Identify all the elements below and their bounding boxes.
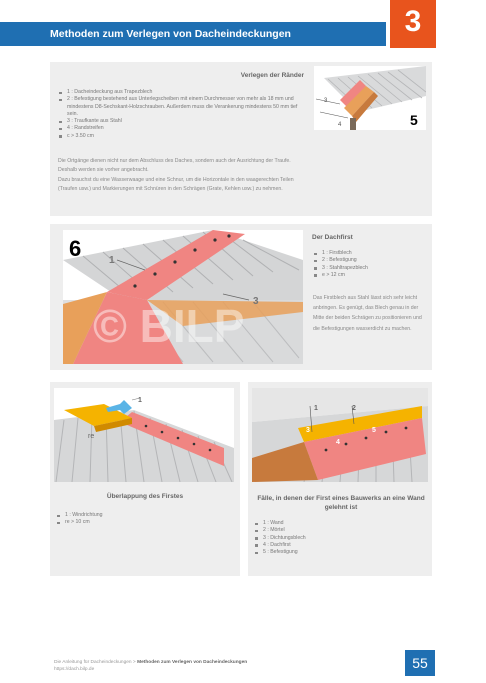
figure-label: 1	[109, 255, 115, 266]
page-number: 55	[405, 650, 435, 676]
figure-label: 3	[306, 427, 310, 434]
section-wall-list	[254, 520, 424, 556]
footer-chapter: Methoden zum Verlegen von Dacheindeckungen	[137, 660, 248, 665]
section-overlap-list	[56, 512, 226, 527]
list-item: 1 : Windrichtung	[56, 512, 226, 519]
figure-label: 5	[372, 427, 376, 434]
figure-ridge-overlap-illustration	[54, 388, 234, 482]
figure-6-ridge-illustration	[63, 230, 303, 364]
section-edges-title: Verlegen der Ränder	[240, 72, 304, 79]
figure-5-edge-illustration	[314, 66, 426, 130]
list-item: 2 : Mörtel	[254, 527, 424, 534]
list-item: 1 : Firstblech	[313, 250, 423, 257]
figure-label: re	[88, 433, 95, 440]
section-overlap-title: Überlappung des Firstes	[106, 493, 184, 500]
section-wall-title: Fälle, in denen der First eines Bauwerks an eine Wand gelehnt ist	[257, 495, 425, 511]
figure-5-number: 5	[410, 112, 418, 128]
list-item: 3 : Dichtungsblech	[254, 535, 424, 542]
figure-wall-ridge-illustration	[252, 388, 428, 482]
section-ridge-text: Das Firstblech aus Stahl lässt sich sehr leicht anbringen. Es genügt, das Blech genau in der Mitte der beiden Schrägen zu positionieren und die Befestigungen wasserdicht zu machen.	[313, 295, 422, 332]
footer-url-link[interactable]: https://dach.bilp.de	[54, 667, 95, 672]
footer-prefix: Die Anleitung für Dacheindeckungen >	[54, 660, 138, 665]
footer-breadcrumb	[54, 660, 247, 665]
paragraph: Die Ortgänge dienen nicht nur dem Abschluss des Daches, sondern auch der Ausrichtung der Traufe. Deshalb werden sie vorher angebracht.	[58, 158, 291, 174]
section-edges-list	[58, 89, 308, 140]
figure-label: 3	[324, 98, 328, 104]
list-item: 5 : Befestigung	[254, 549, 424, 556]
list-item: re > 10 cm	[56, 519, 226, 526]
list-item: 4 : Randstreifen	[58, 125, 308, 132]
figure-label: 2	[352, 405, 356, 412]
section-edges-text	[58, 157, 310, 195]
list-item: c > 3.50 cm	[58, 133, 308, 140]
chapter-number-badge: 3	[390, 0, 436, 48]
figure-label: 3	[253, 296, 259, 307]
list-item: 3 : Stahltrapezblech	[313, 265, 423, 272]
section-ridge-title: Der Dachfirst	[312, 234, 353, 241]
page-title: Methoden zum Verlegen von Dacheindeckungen	[50, 28, 291, 40]
figure-label: 1	[138, 397, 142, 404]
list-item: 1 : Dacheindeckung aus Trapezblech	[58, 89, 308, 96]
list-item: e > 12 cm	[313, 272, 423, 279]
list-item: 4 : Dachfirst	[254, 542, 424, 549]
list-item: 2 : Befestigung bestehend aus Unterlegscheiben mit einem Durchmesser von mehr als 18 mm und mindestens D8-Sechskant-Holzschrauben. Außerdem muss die Verankerung mindestens 50 mm tief sein.	[58, 96, 308, 118]
figure-6-number: 6	[69, 236, 82, 261]
figure-label: 4	[336, 439, 340, 446]
figure-label: 1	[314, 405, 318, 412]
list-item: 2 : Befestigung	[313, 257, 423, 264]
watermark: © BILP	[93, 300, 245, 352]
list-item: 3 : Traufkante aus Stahl	[58, 118, 308, 125]
paragraph: Dazu brauchst du eine Wasserwaage und eine Schnur, um die Horizontale in den waagerechten Teilen (Traufen usw.) und Markierungen mit Schnüren in den Schrägen (Grate, Kehlen usw.) zu nehmen.	[58, 176, 294, 193]
section-ridge-list	[313, 250, 423, 279]
list-item: 1 : Wand	[254, 520, 424, 527]
figure-label: 4	[338, 122, 342, 128]
